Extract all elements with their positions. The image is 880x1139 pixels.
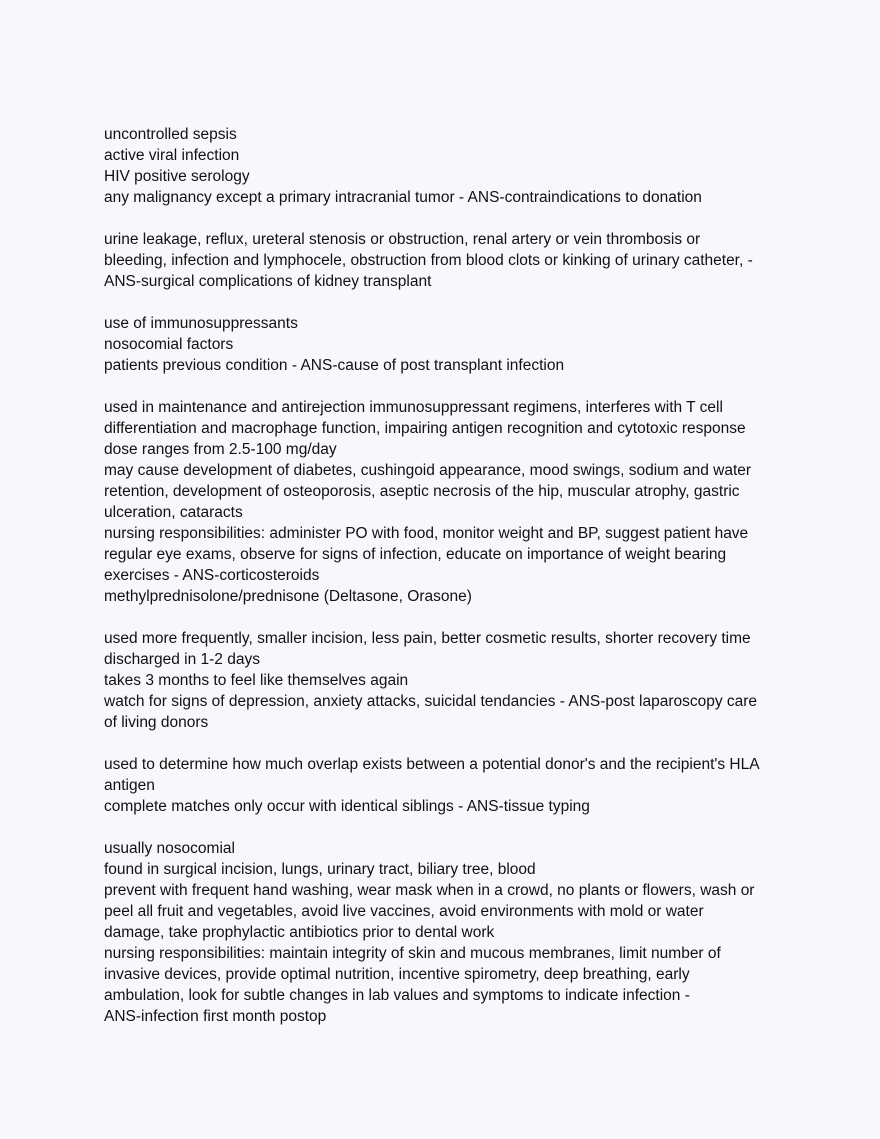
flashcard-block: [104, 124, 784, 208]
text-line: urine leakage, reflux, ureteral stenosis or obstruction, renal artery or vein thrombosis or: [104, 231, 701, 248]
text-line: used to determine how much overlap exists between a potential donor's and the recipient's HLA: [104, 756, 760, 773]
text-line: bleeding, infection and lymphocele, obstruction from blood clots or kinking of urinary catheter, -: [104, 252, 753, 269]
text-line: takes 3 months to feel like themselves again: [104, 672, 409, 689]
text-line: found in surgical incision, lungs, urinary tract, biliary tree, blood: [104, 861, 536, 878]
text-line: methylprednisolone/prednisone (Deltasone, Orasone): [104, 588, 472, 605]
text-line: regular eye exams, observe for signs of infection, educate on importance of weight bearing: [104, 546, 727, 563]
text-line: invasive devices, provide optimal nutrition, incentive spirometry, deep breathing, early: [104, 966, 690, 983]
text-line: retention, development of osteoporosis, aseptic necrosis of the hip, muscular atrophy, gastric: [104, 483, 740, 500]
text-line: complete matches only occur with identical siblings - ANS-tissue typing: [104, 798, 590, 815]
text-line: prevent with frequent hand washing, wear mask when in a crowd, no plants or flowers, wash or: [104, 882, 755, 899]
text-line: differentiation and macrophage function, impairing antigen recognition and cytotoxic response: [104, 420, 746, 437]
text-line: watch for signs of depression, anxiety attacks, suicidal tendancies - ANS-post laparoscopy care: [104, 693, 758, 710]
text-line: ANS-infection first month postop: [104, 1008, 327, 1025]
text-line: usually nosocomial: [104, 840, 235, 857]
text-line: used in maintenance and antirejection immunosuppressant regimens, interferes with T cell: [104, 399, 723, 416]
text-line: any malignancy except a primary intracranial tumor - ANS-contraindications to donation: [104, 189, 702, 206]
flashcard-block: [104, 754, 784, 817]
flashcard-block: [104, 397, 784, 607]
text-line: ambulation, look for subtle changes in lab values and symptoms to indicate infection -: [104, 987, 690, 1004]
text-line: may cause development of diabetes, cushingoid appearance, mood swings, sodium and water: [104, 462, 752, 479]
text-line: ANS-surgical complications of kidney transplant: [104, 273, 432, 290]
text-line: discharged in 1-2 days: [104, 651, 260, 668]
text-line: nursing responsibilities: administer PO with food, monitor weight and BP, suggest patient have: [104, 525, 749, 542]
text-line: HIV positive serology: [104, 168, 250, 185]
text-line: of living donors: [104, 714, 209, 731]
flashcard-block: [104, 628, 784, 733]
flashcard-block: [104, 229, 784, 292]
document-page: [104, 124, 784, 1048]
text-line: dose ranges from 2.5-100 mg/day: [104, 441, 337, 458]
text-line: active viral infection: [104, 147, 240, 164]
text-line: exercises - ANS-corticosteroids: [104, 567, 320, 584]
flashcard-block: [104, 838, 784, 1027]
text-line: uncontrolled sepsis: [104, 126, 237, 143]
text-line: antigen: [104, 777, 155, 794]
text-line: used more frequently, smaller incision, less pain, better cosmetic results, shorter recovery time: [104, 630, 751, 647]
text-line: nursing responsibilities: maintain integrity of skin and mucous membranes, limit number of: [104, 945, 721, 962]
flashcard-block: [104, 313, 784, 376]
text-line: use of immunosuppressants: [104, 315, 298, 332]
text-line: peel all fruit and vegetables, avoid live vaccines, avoid environments with mold or water: [104, 903, 704, 920]
text-line: ulceration, cataracts: [104, 504, 243, 521]
text-line: damage, take prophylactic antibiotics prior to dental work: [104, 924, 495, 941]
text-line: patients previous condition - ANS-cause of post transplant infection: [104, 357, 565, 374]
text-line: nosocomial factors: [104, 336, 234, 353]
